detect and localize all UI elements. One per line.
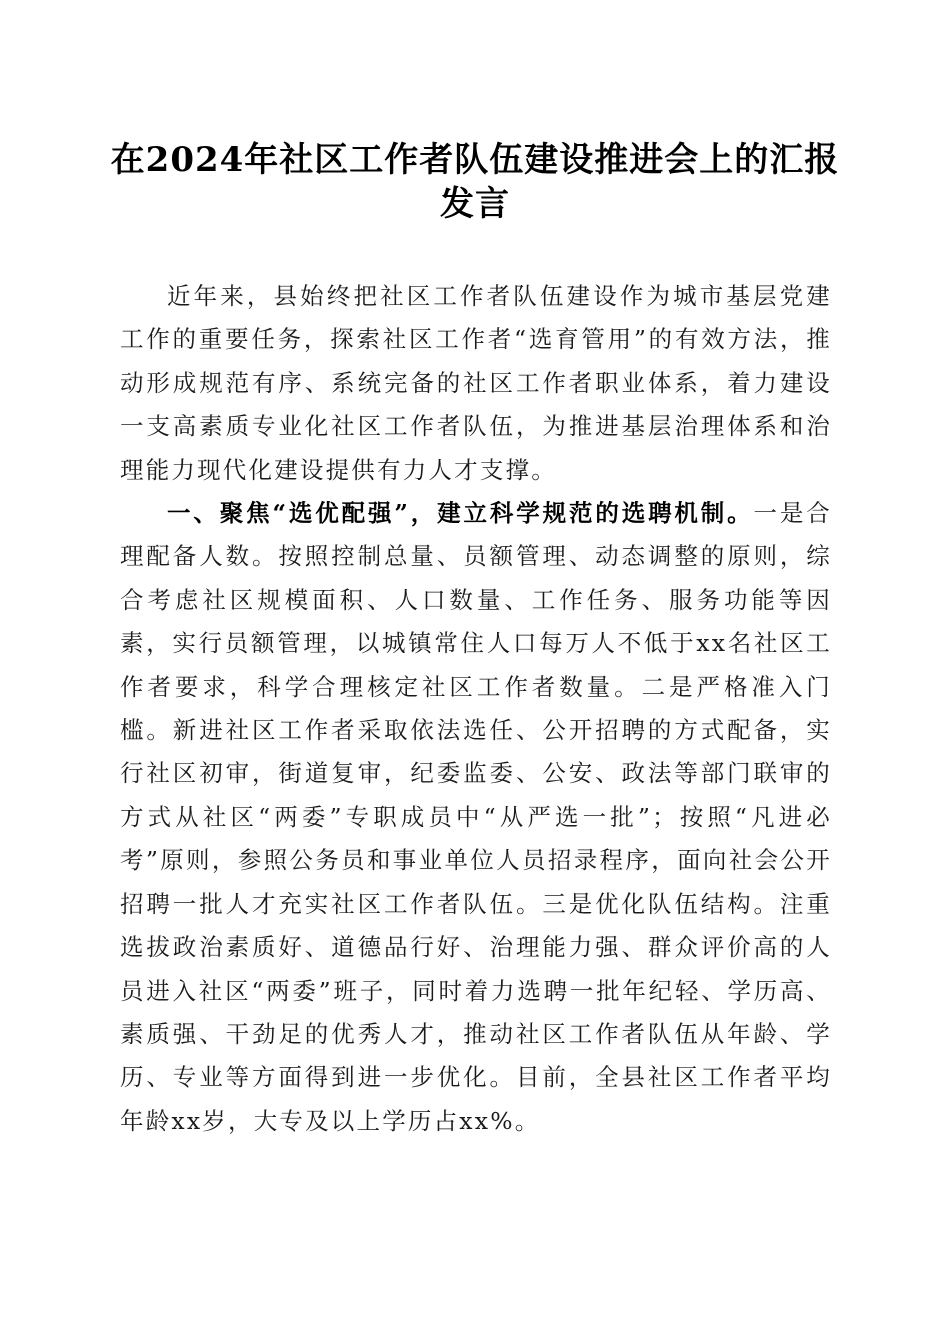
intro-paragraph: 近年来，县始终把社区工作者队伍建设作为城市基层党建工作的重要任务，探索社区工作者“选育管用”的有效方法，推动形成规范有序、系统完备的社区工作者职业体系，着力建设一支高素质专业化社区工作者队伍，为推进基层治理体系和治理能力现代化建设提供有力人才支撑。 <box>120 282 832 484</box>
document-body <box>120 275 832 1143</box>
section-1-heading: 一、聚焦“选优配强”，建立科学规范的选聘机制。 <box>167 499 754 528</box>
section-1-paragraph <box>120 492 832 1143</box>
section-1-body: 一是合理配备人数。按照控制总量、员额管理、动态调整的原则，综合考虑社区规模面积、人口数量、工作任务、服务功能等因素，实行员额管理，以城镇常住人口每万人不低于xx名社区工作者要求，科学合理核定社区工作者数量。二是严格准入门槛。新进社区工作者采取依法选任、公开招聘的方式配备，实行社区初审，街道复审，纪委监委、公安、政法等部门联审的方式从社区“两委”专职成员中“从严选一批”；按照“凡进必考”原则，参照公务员和事业单位人员招录程序，面向社会公开招聘一批人才充实社区工作者队伍。三是优化队伍结构。注重选拔政治素质好、道德品行好、治理能力强、群众评价高的人员进入社区“两委”班子，同时着力选聘一批年纪轻、学历高、素质强、干劲足的优秀人才，推动社区工作者队伍从年龄、学历、专业等方面得到进一步优化。目前，全县社区工作者平均年龄xx岁，大专及以上学历占xx%。 <box>120 499 832 1135</box>
document-title: 在2024年社区工作者队伍建设推进会上的汇报发言 <box>110 140 840 224</box>
